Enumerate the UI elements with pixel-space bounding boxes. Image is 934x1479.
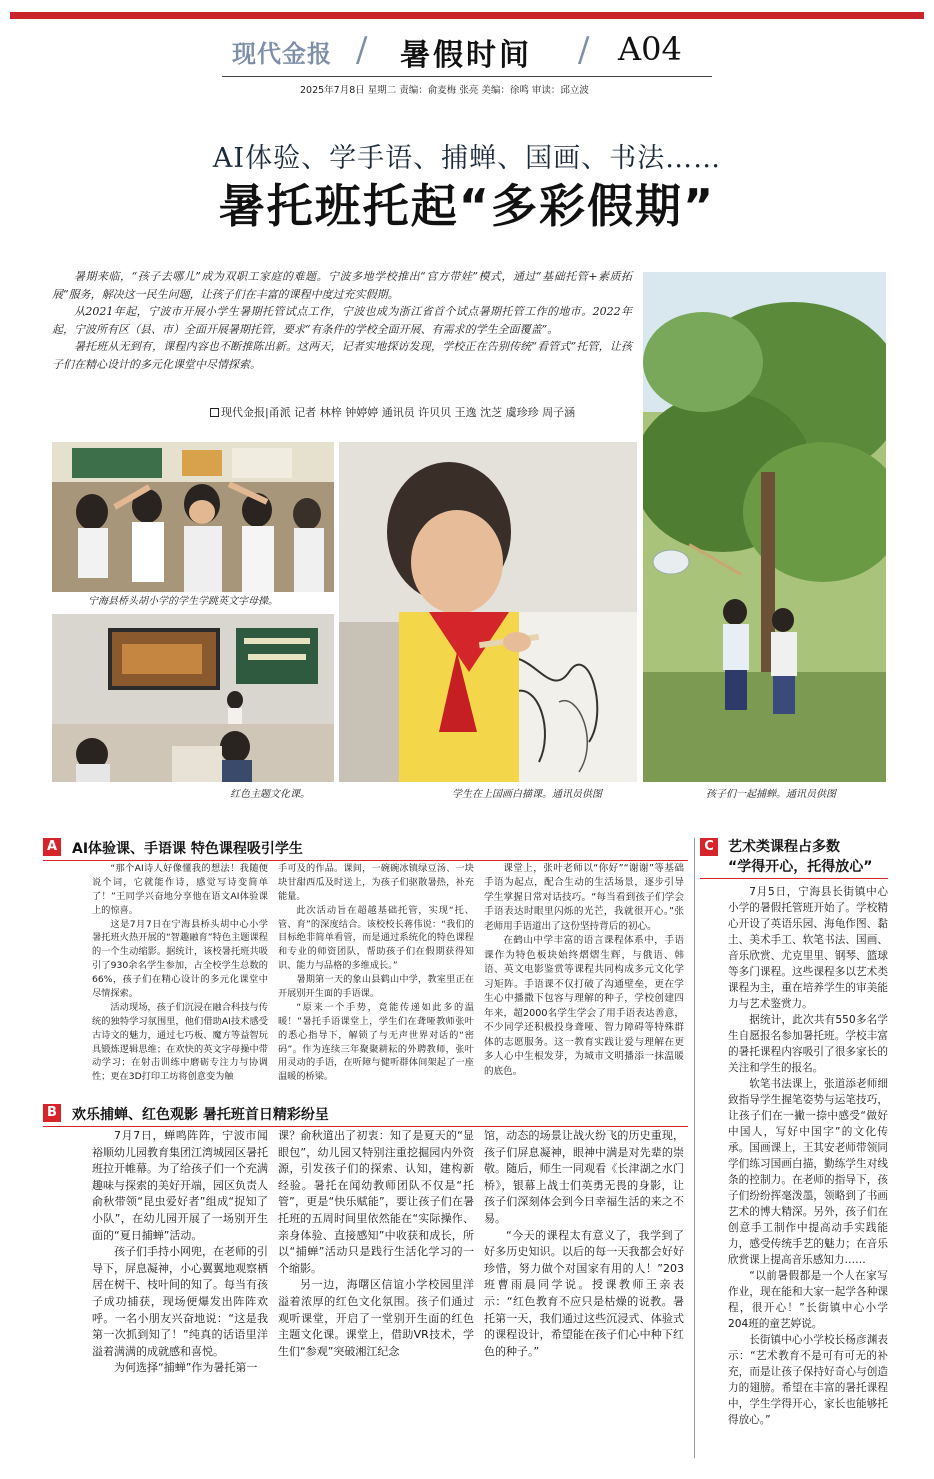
- masthead: [232, 28, 712, 74]
- section-b-paragraph: “今天的课程太有意义了，我学到了好多历史知识。以后的每一天我都会好好珍惜，努力做个对国家有用的人！”203班曹雨晨同学说。授课教师王亲表示：“红色教育不应只是枯燥的说教。暑托第一天，我们通过这些沉浸式、体验式的课程设计，希望能在孩子们心中种下红色的种子。”: [484, 1228, 684, 1358]
- section-b-paragraph: 另一边，海曙区信谊小学校园里洋溢着浓厚的红色文化氛围。孩子们通过观听课堂，开启了一堂别开生面的红色主题文化课。课堂上，借助VR技术，学生们“参观”突破湘江纪念: [278, 1278, 474, 1358]
- section-b-paragraph: 7月7日，蝉鸣阵阵，宁波市闻裕顺幼儿园教育集团江湾城园区暑托班拉开帷幕。为了给孩子们一个充满趣味与探索的美好开端，园区负责人俞秋带领“昆虫爱好者”组成“捉知了小队”，在幼儿园开展了一场别开生面的“夏日捕蝉”活动。: [92, 1129, 268, 1242]
- masthead-brand: 现代金报: [232, 39, 332, 68]
- section-a-paragraph: “原来一个手势，竟能传递如此多的温暖！”暑托手语课堂上，学生们在聋哑教师张叶的悉心指导下，解锁了与无声世界对话的“密码”。作为连续三年聚聚耕耘的外聘教师，张叶用灵动的手语，在听障与健听群体间架起了一座温暖的桥梁。: [278, 1001, 474, 1083]
- section-b-paragraph: 为何选择“捕蝉”作为暑托第一: [114, 1361, 258, 1375]
- dateline: 2025年7月8日 星期二 责编：俞麦梅 张亮 美编：徐鸣 审读：邱立波: [300, 85, 589, 96]
- section-c-column: [728, 884, 888, 1428]
- section-b-column-2: [278, 1128, 474, 1360]
- lead-paragraph: 暑托班从无到有，课程内容也不断推陈出新。这两天，记者实地探访发现，学校正在告别传统“看管式”托管，让孩子们在精心设计的多元化课堂中尽情探索。: [52, 340, 632, 371]
- section-a-paragraph: 活动现场，孩子们沉浸在融合科技与传统的独特学习氛围里，他们借助AI技术感受古诗文的魅力，通过七巧板、魔方等益智玩具锻炼逻辑思维；在欢快的英文字母操中带动学习；在射击训练中磨砺专注力与协调性；更在3D打印工坊将创意变为触: [92, 1001, 268, 1083]
- painting-illustration-icon: [339, 442, 637, 782]
- section-a-column-2: [278, 862, 474, 1084]
- byline: [210, 404, 575, 420]
- section-a-marker: A: [43, 838, 61, 856]
- section-c-title-line-1: 艺术类课程占多数: [728, 839, 840, 855]
- section-b-paragraph: 馆，动态的场景让战火纷飞的历史重现，孩子们屏息凝神，眼神中满是对先辈的崇敬。随后，师生一同观看《长津湖之水门桥》，银幕上战士们英勇无畏的身影，让孩子们深刻体会到今日幸福生活的来之不易。: [484, 1129, 684, 1225]
- section-a-paragraph: 这是7月7日在宁海县桥头胡中心小学暑托班火热开展的“智趣融育”特色主题课程的一个生动缩影。据统计，该校暑托班共吸引了930余名学生参加，占全校学生总数的66%，孩子们在精心设计的多元化课堂中尽情探索。: [92, 918, 268, 1000]
- red-culture-photo: [52, 614, 334, 782]
- section-a-paragraph: 暑期第一天的象山县鹤山中学，教室里正在开展别开生面的手语课。: [278, 974, 474, 1000]
- cicada-illustration-icon: [643, 272, 886, 782]
- masthead-slash-1: /: [356, 30, 368, 70]
- section-c-paragraph: 7月5日，宁海县长街镇中心小学的暑假托管班开始了。学校精心开设了英语乐园、海龟作图、黏土、美术手工、软笔书法、国画、音乐欣赏、尤克里里、钢琴、篮球等多门课程。这些课程多以艺术类课程为主，重在培养学生的审美能力与艺术鉴赏力。: [728, 886, 888, 1010]
- section-c-marker: C: [700, 838, 718, 856]
- section-b-column-1: [92, 1128, 268, 1377]
- top-red-bar: [10, 12, 924, 19]
- section-c-paragraph: 软笔书法课上，张道添老师细致指导学生握笔姿势与运笔技巧，让孩子们在一撇一捺中感受“做好中国人，写好中国字”的文化传承。国画课上，王其安老师带领同学们练习国画白描，勤练学生对线条的控制力。在老师的指导下，孩子们纷纷挥毫泼墨，领略到了书画艺术的博大精深。另外，孩子们在创意手工制作中提高动手实践能力，感受传统手艺的魅力；在音乐欣赏课上提高音乐感知力……: [728, 1078, 888, 1266]
- section-c-paragraph: 据统计，此次共有550多名学生自愿报名参加暑托班。学校丰富的暑托课程内容吸引了很多家长的关注和学生的报名。: [728, 1014, 888, 1074]
- byline-text: 现代金报|甬派 记者 林梓 钟婷婷 通讯员 许贝贝 王逸 沈芝 虞珍珍 周子涵: [221, 406, 576, 419]
- red-culture-photo-caption: 红色主题文化课。: [230, 789, 310, 800]
- byline-box-icon: [210, 408, 219, 417]
- section-a-paragraph: 在鹤山中学丰富的语言课程体系中，手语课作为特色板块始终熠熠生辉，与俄语、韩语、英文电影鉴赏等课程共同构成多元文化学习矩阵。手语课不仅打破了沟通壁垒，更在学生心中播撒下包容与理解的种子，学校创建四年来，超2000名学生学会了用手语表达善意，不少同学还积极投身聋哑、智力障碍等特殊群体的志愿服务。这一教育实践让爱与理解在更多人心中生根发芽，为城市文明播添一抹温暖的底色。: [484, 935, 684, 1077]
- article-headline: 暑托班托起“多彩假期”: [218, 179, 716, 233]
- section-a-paragraph: 此次活动旨在超越基础托管，实现“托、管、育”的深度结合。该校校长蒋伟说：“我们的目标绝非简单看管，而是通过系统化的特色课程和专业的师资团队，帮助孩子们在假期获得知识、能力与品格的多维成长。”: [278, 904, 474, 972]
- masthead-section: 暑假时间: [400, 38, 532, 73]
- section-b-title: 欢乐捕蝉、红色观影 暑托班首日精彩纷呈: [72, 1107, 329, 1123]
- lead-paragraph: 从2021年起，宁波市开展小学生暑期托管试点工作，宁波也成为浙江省首个试点暑期托管工作的地市。2022年起，宁波所有区（县、市）全面开展暑期托管，要求“有条件的学校全面开展、有需求的学生全面覆盖”。: [52, 305, 632, 336]
- section-b-paragraph: 课？俞秋道出了初衷：知了是夏天的“显眼包”，幼儿园又特别注重挖掘园内外资源，引发孩子们的探索、认知，建构新经验。暑托在闻幼教师团队不仅是“托管”，更是“快乐赋能”，要让孩子们在暑托班的五周时间里依然能在“实际操作、亲身体验、直接感知”中收获和成长，所以“捕蝉”活动只是践行生活化学习的一个缩影。: [278, 1129, 474, 1275]
- painting-photo: [339, 442, 637, 782]
- masthead-slash-2: /: [578, 30, 590, 70]
- section-c-divider: [694, 838, 695, 1458]
- section-a-column-3: [484, 862, 684, 1079]
- section-a-paragraph: “那个AI诗人好像懂我的想法！我随便说个词，它就能作诗，感觉写诗变简单了！”王同学兴奋地分享他在语文AI体验课上的惊喜。: [92, 863, 268, 916]
- cicada-photo: [643, 272, 886, 782]
- section-c-title-line-2: “学得开心，托得放心”: [728, 859, 873, 875]
- red-culture-illustration-icon: [52, 614, 334, 782]
- section-a-rule: [43, 860, 688, 861]
- section-a-title: AI体验课、手语课 特色课程吸引学生: [72, 841, 303, 857]
- section-c-rule: [700, 878, 888, 879]
- section-b-rule: [43, 1126, 688, 1127]
- classroom-photo-caption: 宁海县桥头胡小学的学生学跳英文字母操。: [88, 596, 278, 607]
- section-b-column-3: [484, 1128, 684, 1360]
- section-a-column-1: [92, 862, 268, 1084]
- section-c-paragraph: 长街镇中心小学校长杨彦渊表示：“艺术教育不是可有可无的补充，而是让孩子保持好奇心与创造力的翅膀。希望在丰富的暑托课程中，学生学得开心，家长也能够托得放心。”: [728, 1334, 888, 1426]
- section-b-marker: B: [43, 1104, 61, 1122]
- masthead-page-number: A04: [618, 30, 682, 68]
- classroom-photo: [52, 442, 334, 592]
- section-b-paragraph: 孩子们手持小网兜，在老师的引导下，屏息凝神，小心翼翼地观察栖居在树干、枝叶间的知了。每当有孩子成功捕获，现场便爆发出阵阵欢呼。一名小朋友兴奋地说：“这是我第一次抓到知了！”纯真的话语里洋溢着满满的成就感和喜悦。: [92, 1245, 268, 1358]
- section-a-paragraph: 课堂上，张叶老师以“你好”“谢谢”等基础手语为起点，配合生动的生活场景，逐步引导学生掌握日常对话技巧。“每当看到孩子们学会手语表达时眼里闪烁的光芒，我就很开心。”张老师用手语道出了这份坚持背后的初心。: [484, 863, 684, 932]
- cicada-photo-caption: 孩子们一起捕蝉。通讯员供图: [706, 789, 836, 800]
- section-c-paragraph: “以前暑假都是一个人在家写作业，现在能和大家一起学各种课程，很开心！”长街镇中心小学204班的童艺婷说。: [728, 1270, 888, 1330]
- masthead-rule: [222, 76, 712, 77]
- section-a-paragraph: 手可及的作品。课间，一碗碗冰镇绿豆汤、一块块甘甜西瓜及时送上，为孩子们驱散暑热，补充能量。: [278, 863, 474, 902]
- classroom-illustration-icon: [52, 442, 334, 592]
- lead-paragraph: 暑期来临，“孩子去哪儿”成为双职工家庭的难题。宁波多地学校推出“官方带娃”模式，通过“基础托管+素质拓展”服务，解决这一民生问题，让孩子们在丰富的课程中度过充实假期。: [52, 270, 632, 301]
- article-kicker: AI体验、学手语、捕蝉、国画、书法……: [212, 143, 722, 174]
- article-lead: [52, 268, 632, 373]
- painting-photo-caption: 学生在上国画白描课。通讯员供图: [452, 789, 602, 800]
